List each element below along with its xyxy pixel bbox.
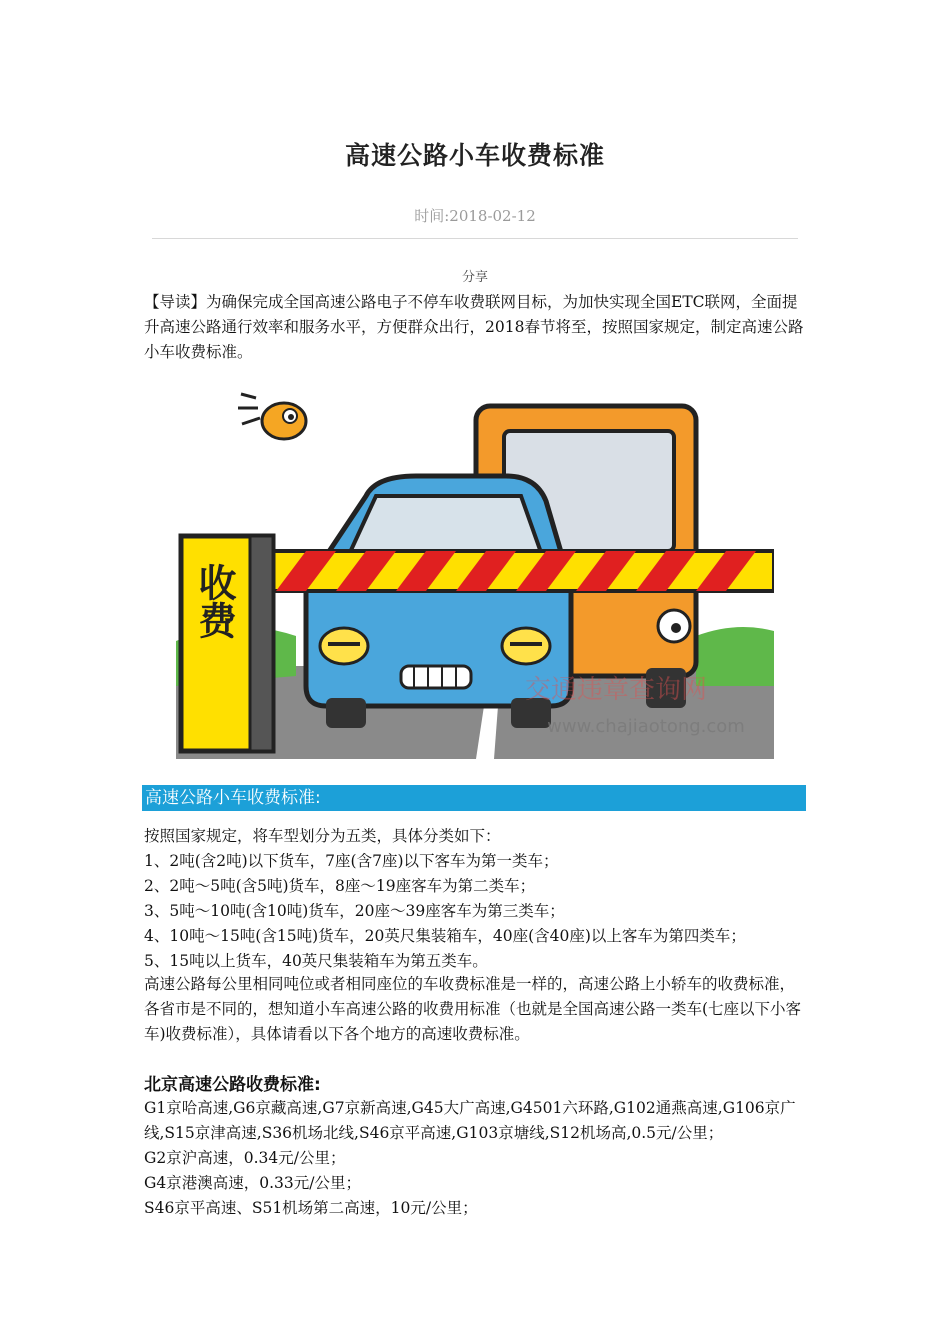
watermark-name: 交通违章查询网 <box>524 675 708 705</box>
beijing-heading: 北京高速公路收费标准: <box>144 1075 321 1095</box>
list-item: G2京沪高速，0.34元/公里； <box>144 1149 346 1167</box>
toll-booth <box>181 536 273 751</box>
booth-label: 收费 <box>192 563 236 639</box>
list-item: G4京港澳高速，0.33元/公里； <box>144 1174 361 1192</box>
standard-paragraph: 高速公路每公里相同吨位或者相同座位的车收费标准是一样的，高速公路上小轿车的收费标准，各省市是不同的，想知道小车高速公路的收费用标准（也就是全国高速公路一类车(七座以下小客车)收费标准），具体请看以下各个地方的高速收费标准。 <box>144 975 802 1043</box>
list-item: 5、15吨以上货车，40英尺集装箱车为第五类车。 <box>144 952 488 970</box>
publish-time: 时间:2018-02-12 <box>414 207 536 225</box>
page-title: 高速公路小车收费标准 <box>344 141 605 170</box>
bird <box>238 394 306 439</box>
vehicle-class-list <box>144 824 808 974</box>
list-item: G1京哈高速,G6京藏高速,G7京新高速,G45大广高速,G4501六环路,G102通燕高速,G106京广线,S15京津高速,S36机场北线,S46京平高速,G103京塘线,S12机场高,0.5元/公里； <box>144 1099 796 1142</box>
intro-paragraph: 【导读】为确保完成全国高速公路电子不停车收费联网目标，为加快实现全国ETC联网，全面提升高速公路通行效率和服务水平，方便群众出行，2018春节将至，按照国家规定，制定高速公路小车收费标准。 <box>144 293 804 361</box>
toll-barrier <box>266 551 774 591</box>
list-item: 3、5吨～10吨(含10吨)货车，20座～39座客车为第三类车； <box>144 902 565 920</box>
beijing-list <box>144 1096 808 1221</box>
watermark-url: www.chajiaotong.com <box>547 716 745 737</box>
divider <box>152 238 798 239</box>
list-item: 1、2吨(含2吨)以下货车，7座(含7座)以下客车为第一类车； <box>144 852 559 870</box>
list-item: 按照国家规定，将车型划分为五类，具体分类如下： <box>144 827 501 845</box>
share-link[interactable]: 分享 <box>461 270 488 285</box>
toll-booth-cartoon <box>176 386 774 759</box>
section-heading-bar: 高速公路小车收费标准: <box>142 785 806 811</box>
list-item: 4、10吨～15吨(含15吨)货车，20英尺集装箱车，40座(含40座)以上客车为第四类车； <box>144 927 746 945</box>
list-item: 2、2吨～5吨(含5吨)货车，8座～19座客车为第二类车； <box>144 877 536 895</box>
list-item: S46京平高速、S51机场第二高速，10元/公里； <box>144 1199 478 1217</box>
